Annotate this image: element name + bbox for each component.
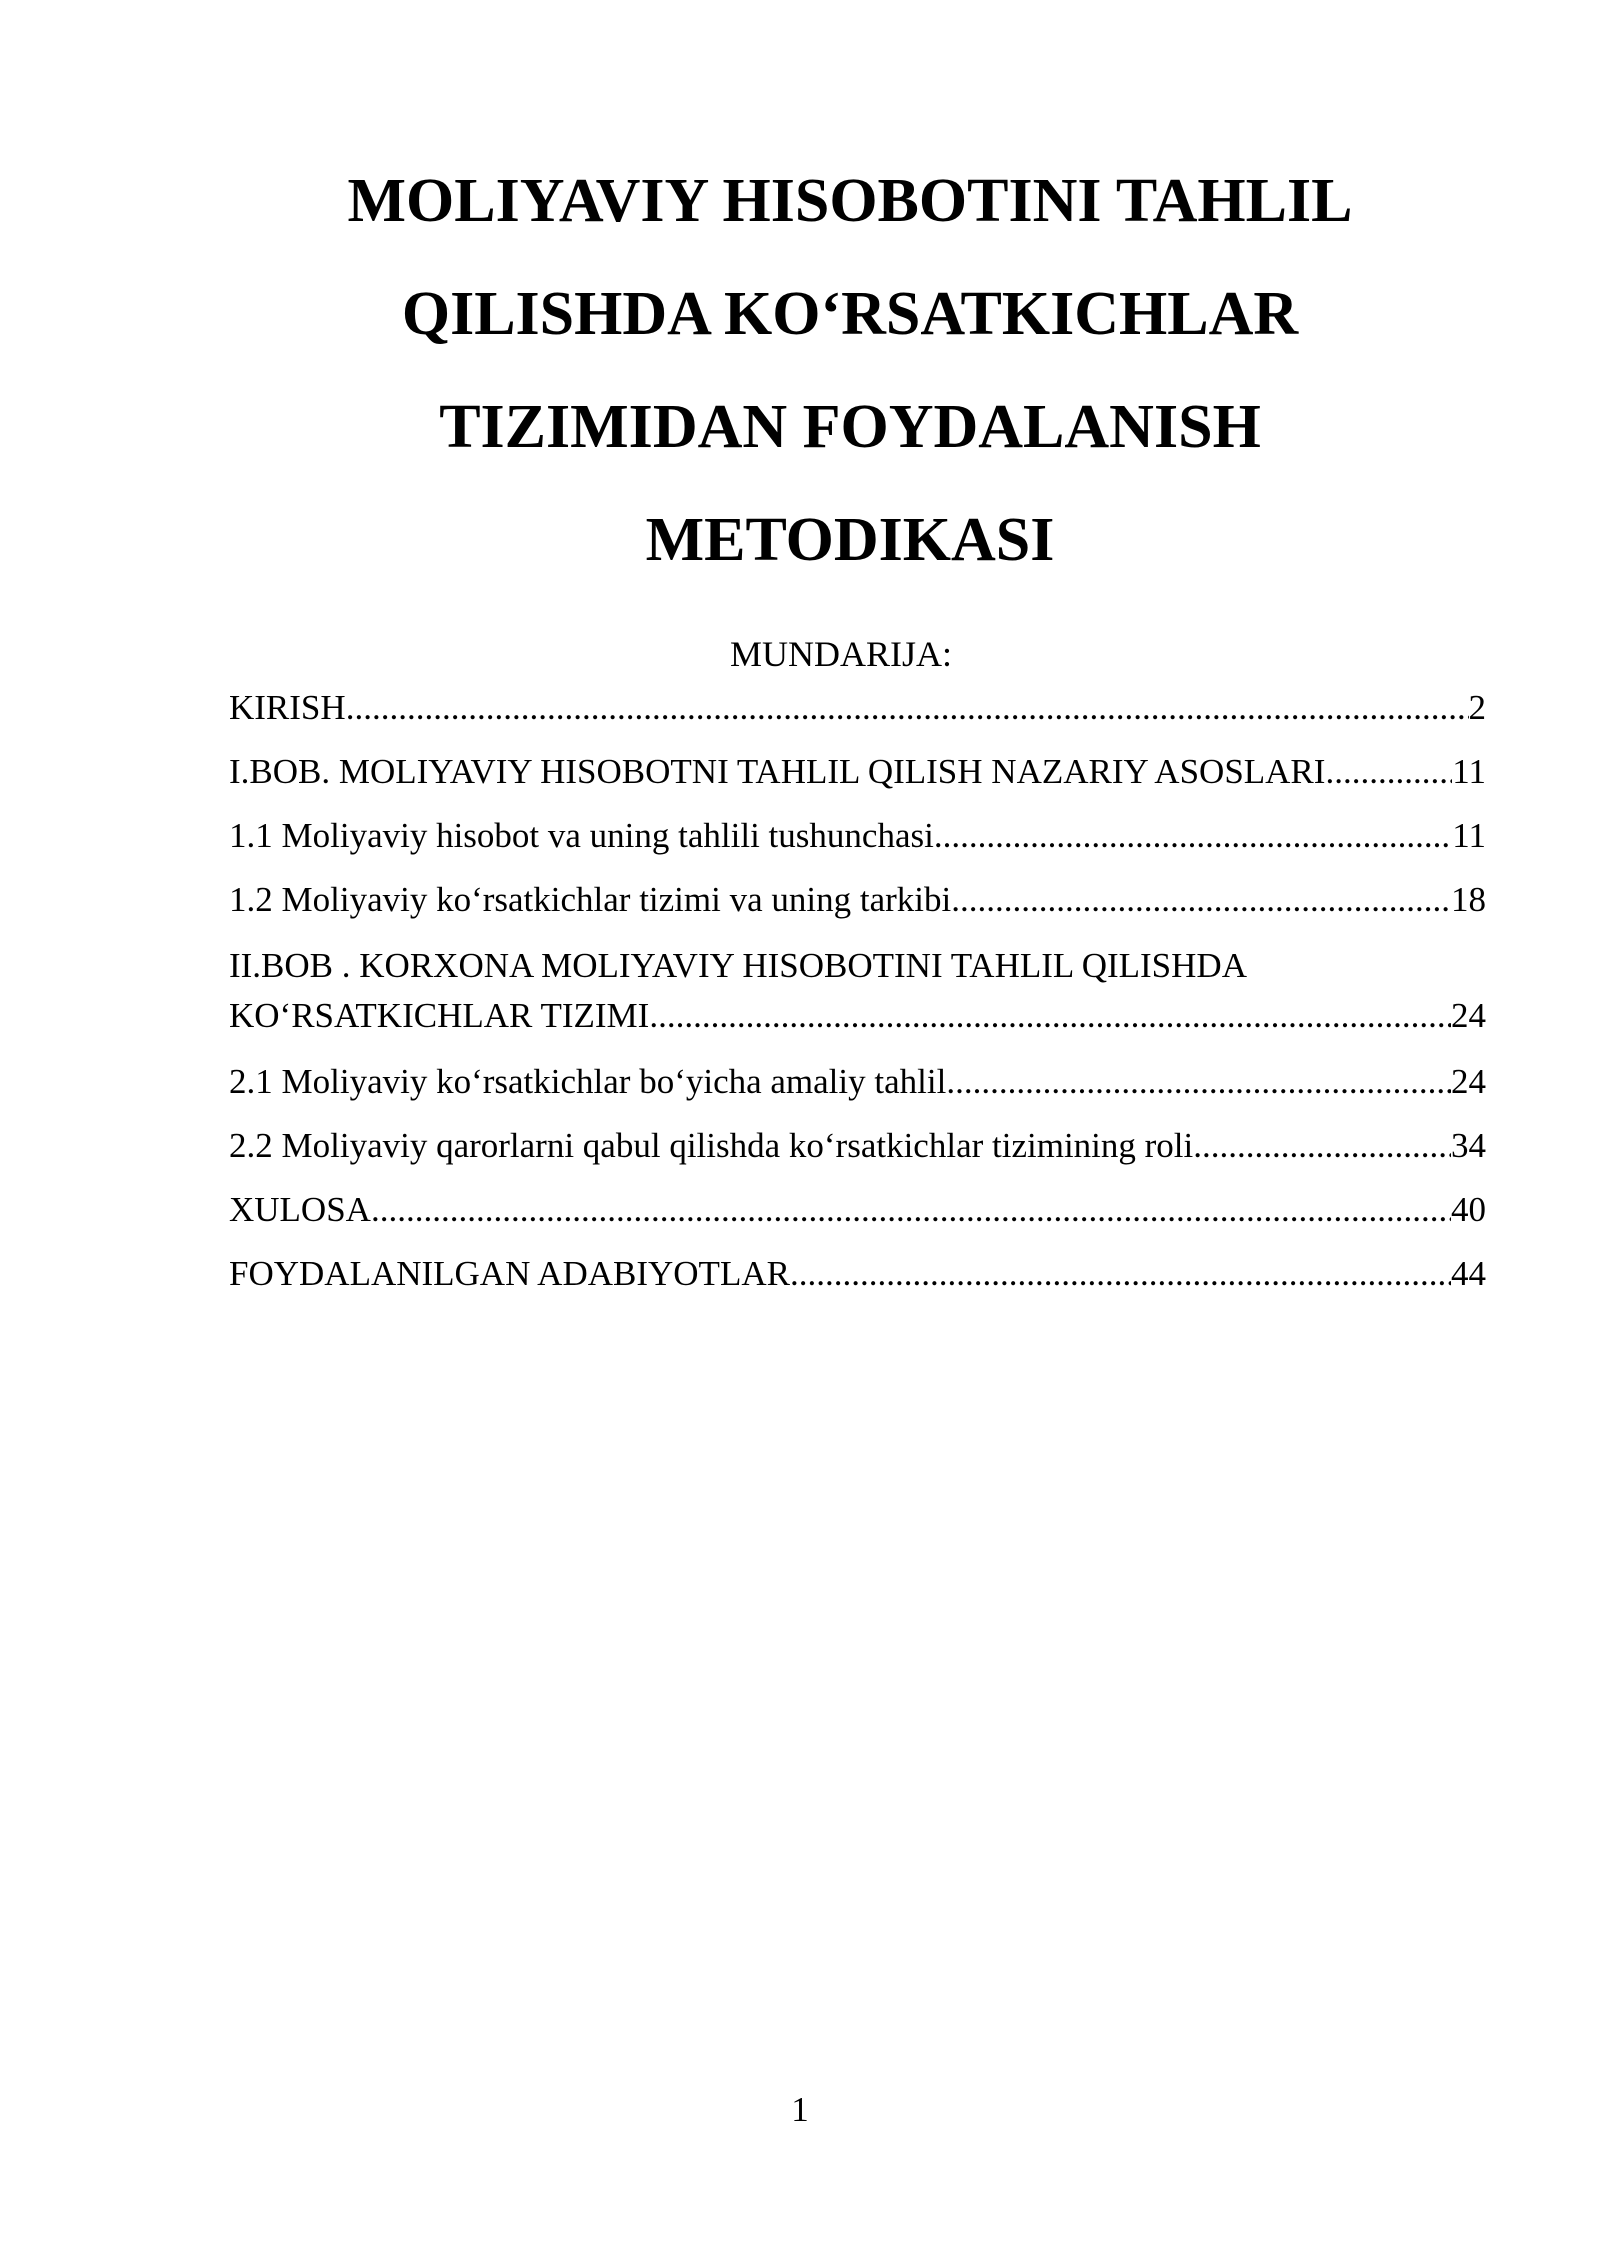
- toc-entry-chapter-1[interactable]: [229, 749, 1486, 795]
- toc-leader-dots: [1193, 1123, 1451, 1169]
- toc-leader-dots: [371, 1187, 1451, 1233]
- title-line: QILISHDA KO‘RSATKICHLAR: [401, 280, 1299, 348]
- title-line: MOLIYAVIY HISOBOTINI TAHLIL: [347, 167, 1353, 235]
- toc-heading: MUNDARIJA:: [730, 634, 953, 674]
- toc-leader-dots: [934, 813, 1452, 859]
- toc-entry-label: FOYDALANILGAN ADABIYOTLAR: [229, 1254, 790, 1293]
- toc-entry-page: 24: [1451, 996, 1486, 1035]
- toc-entry-page: 18: [1451, 880, 1486, 919]
- toc-leader-dots: [790, 1251, 1451, 1297]
- toc-entry-page: 34: [1451, 1126, 1486, 1165]
- toc-leader-dots: [951, 877, 1451, 923]
- toc-entry-section-1-2[interactable]: [229, 877, 1486, 923]
- document-title: [300, 145, 1400, 597]
- toc-entry-page: 11: [1452, 816, 1486, 855]
- page-number: 1: [791, 2090, 809, 2129]
- toc-entry-label: 2.1 Moliyaviy ko‘rsatkichlar bo‘yicha amaliy tahlil: [229, 1062, 947, 1101]
- toc-leader-dots: [346, 685, 1469, 731]
- toc-entry-page: 24: [1451, 1062, 1486, 1101]
- title-line: TIZIMIDAN FOYDALANISH: [439, 393, 1261, 461]
- toc-entry-label: KIRISH: [229, 688, 346, 727]
- toc-leader-dots: [946, 1059, 1451, 1105]
- toc-entry-section-1-1[interactable]: [229, 813, 1486, 859]
- toc-entry-label: 1.1 Moliyaviy hisobot va uning tahlili tushunchasi: [229, 816, 934, 855]
- toc-entry-kirish[interactable]: [229, 685, 1486, 731]
- toc-entry-label-line1: II.BOB . KORXONA MOLIYAVIY HISOBOTINI TAHLIL QILISHDA: [229, 946, 1247, 985]
- toc-entry-page: 2: [1468, 688, 1486, 727]
- toc-entry-label-line2: KO‘RSATKICHLAR TIZIMI: [229, 996, 650, 1035]
- toc-entry-label: 2.2 Moliyaviy qarorlarni qabul qilishda ko‘rsatkichlar tizimining roli: [229, 1126, 1194, 1165]
- table-of-contents: [229, 685, 1486, 1315]
- toc-leader-dots: [1325, 749, 1452, 795]
- toc-entry-page: 44: [1451, 1254, 1486, 1293]
- toc-entry-section-2-1[interactable]: [229, 1059, 1486, 1105]
- toc-entry-adabiyotlar[interactable]: [229, 1251, 1486, 1297]
- toc-entry-section-2-2[interactable]: [229, 1123, 1486, 1169]
- toc-entry-xulosa[interactable]: [229, 1187, 1486, 1233]
- toc-entry-label: XULOSA: [229, 1190, 371, 1229]
- title-line: METODIKASI: [645, 506, 1055, 574]
- toc-entry-line2: [229, 991, 1486, 1041]
- toc-entry-page: 11: [1452, 752, 1486, 791]
- toc-entry-page: 40: [1451, 1190, 1486, 1229]
- toc-leader-dots: [649, 991, 1451, 1041]
- toc-entry-chapter-2[interactable]: [229, 941, 1486, 1041]
- toc-entry-label: I.BOB. MOLIYAVIY HISOBOTNI TAHLIL QILISH NAZARIY ASOSLARI: [229, 752, 1326, 791]
- toc-entry-label: 1.2 Moliyaviy ko‘rsatkichlar tizimi va uning tarkibi: [229, 880, 952, 919]
